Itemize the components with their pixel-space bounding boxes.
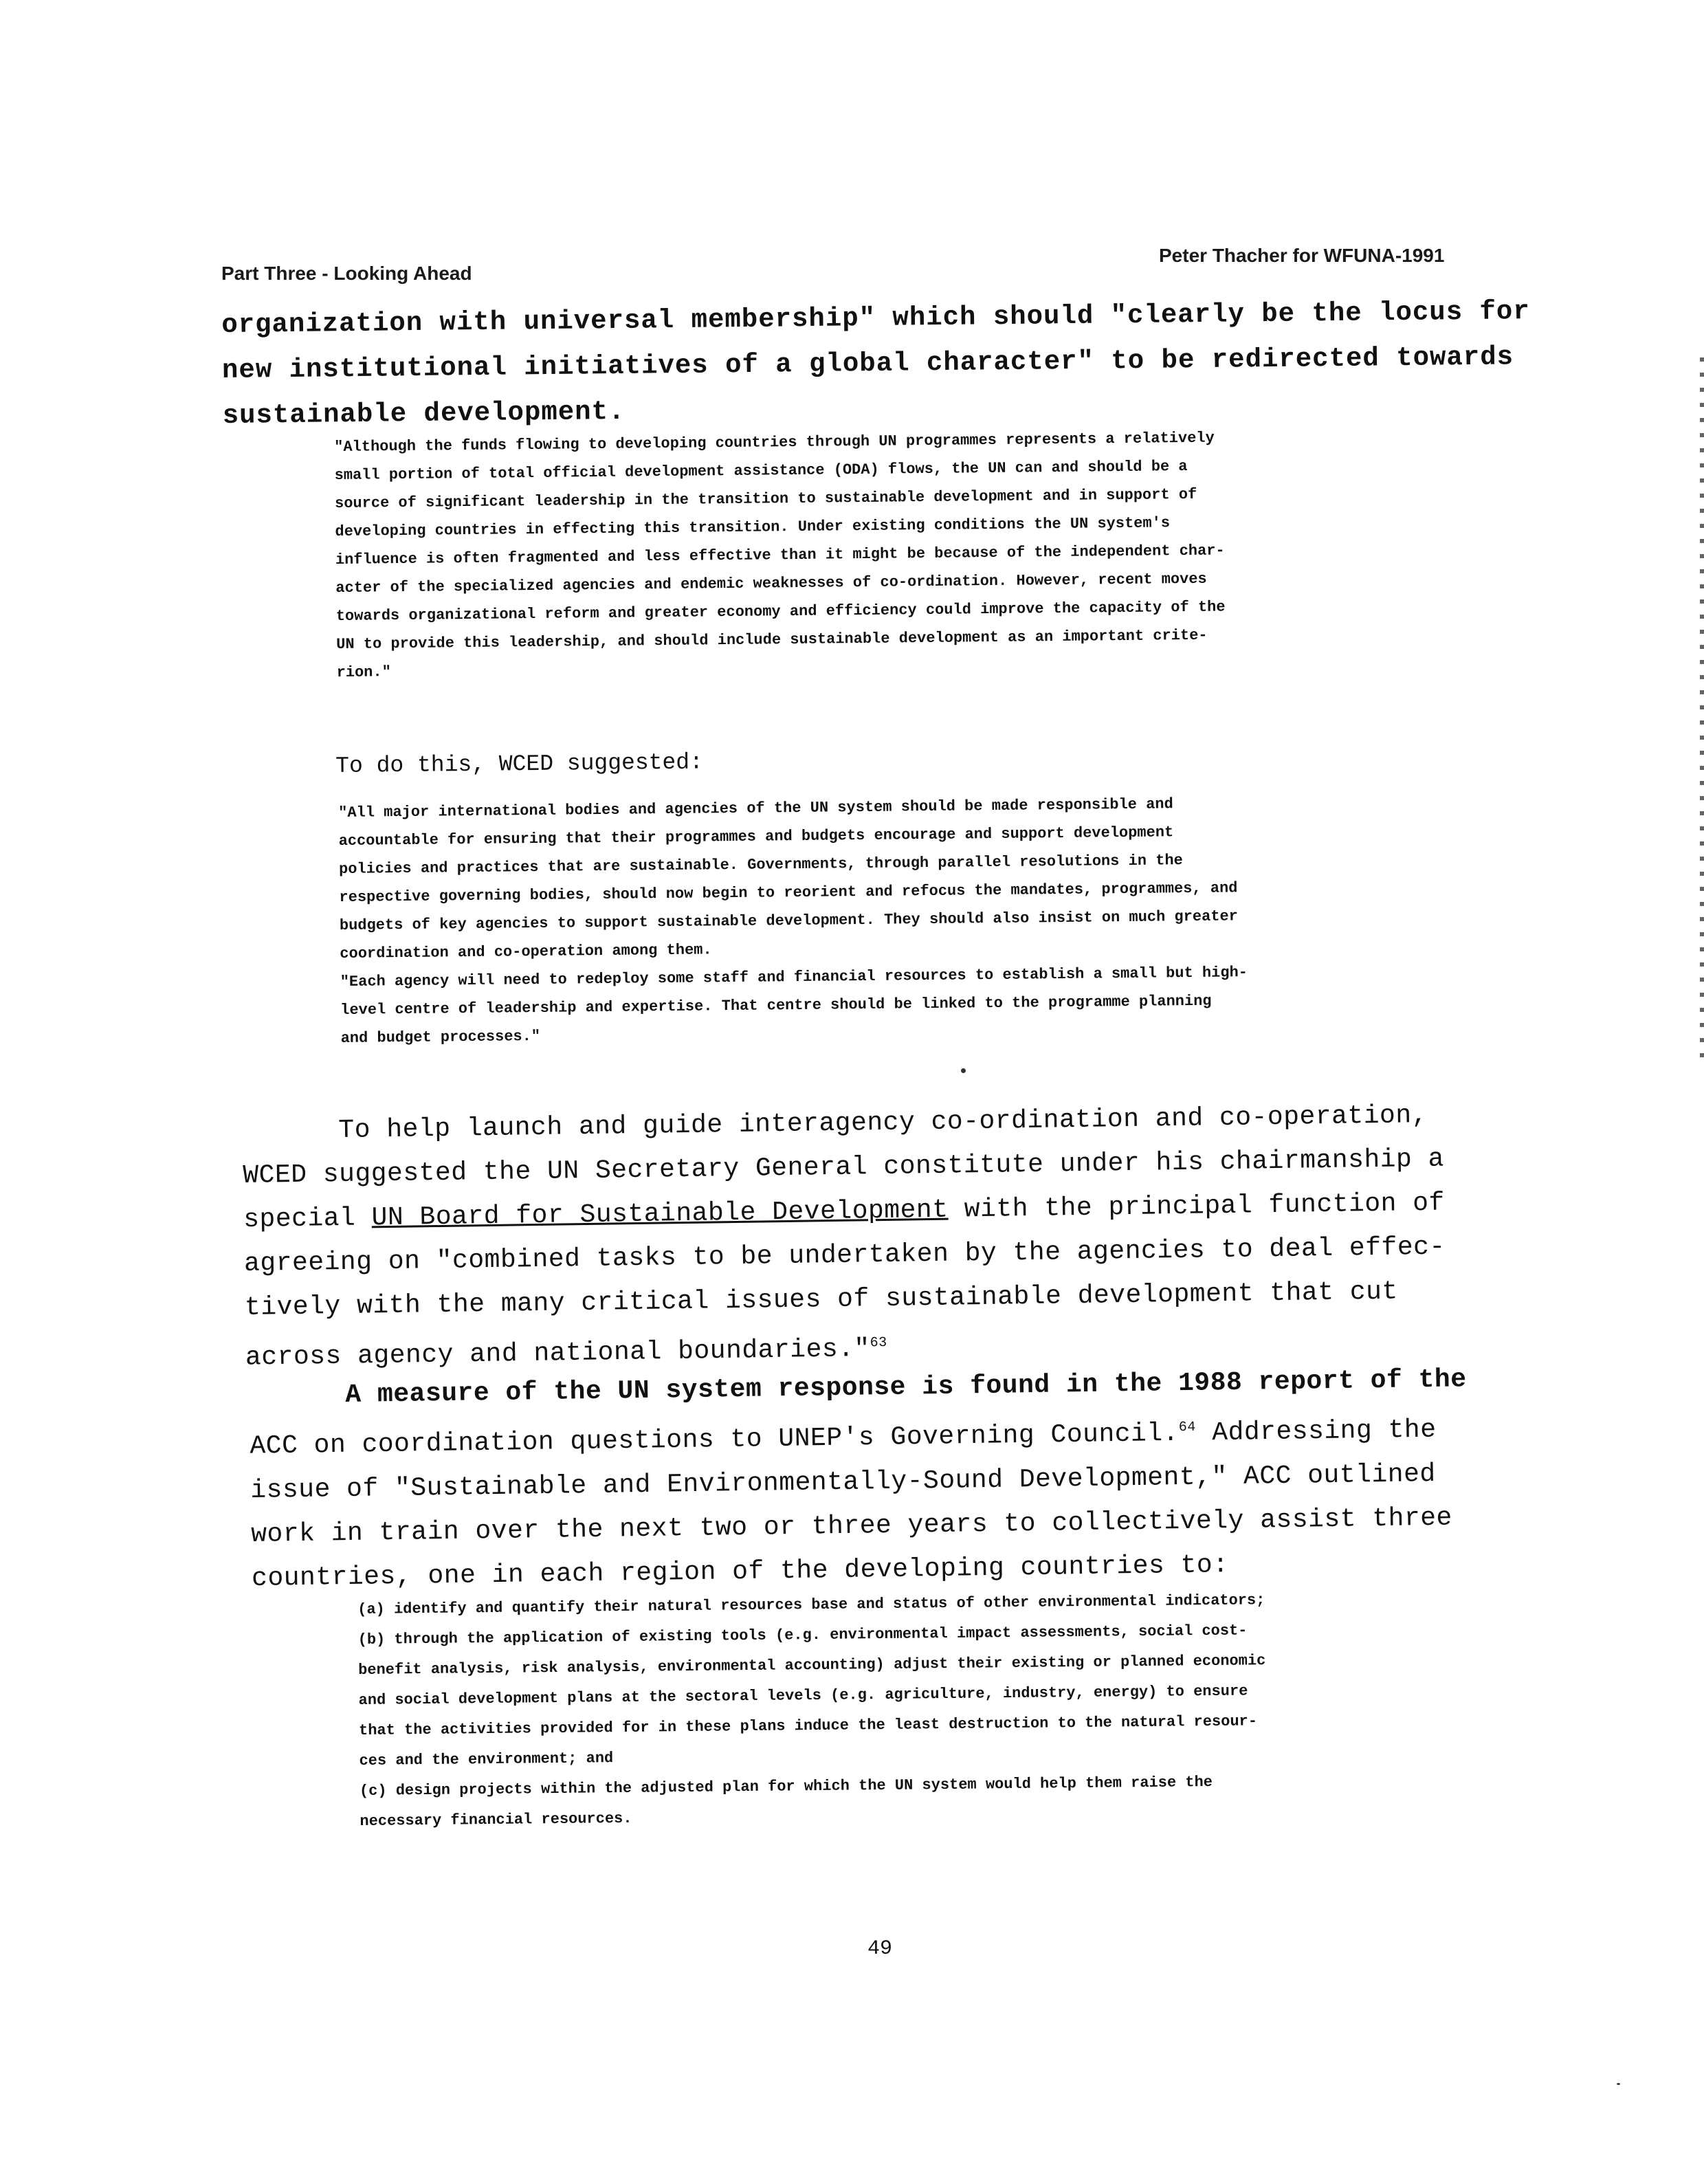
quote-line: "Each agency will need to redeploy some staff and financial resources to establish a small but high-	[340, 964, 1248, 991]
paragraph-line: countries, one in each region of the developing countries to:	[251, 1549, 1229, 1593]
quote-line: (c) design projects within the adjusted plan for which the UN system would help them raise the	[359, 1773, 1213, 1800]
quote-line: respective governing bodies, should now begin to reorient and refocus the mandates, programmes, and	[339, 879, 1238, 906]
intro-line: new institutional initiatives of a global character" to be redirected towards	[221, 342, 1514, 386]
page-number: 49	[867, 1937, 893, 1961]
quote-line: ces and the environment; and	[359, 1750, 614, 1769]
running-header-right: Peter Thacher for WFUNA-1991	[1159, 245, 1445, 266]
paragraph-line: tively with the many critical issues of sustainable development that cut	[244, 1277, 1399, 1323]
quote-line: and social development plans at the sectoral levels (e.g. agriculture, industry, energy) to ensure	[358, 1682, 1248, 1709]
quote-line: source of significant leadership in the transition to sustainable development and in support of	[334, 485, 1197, 512]
intro-paragraph	[221, 289, 1530, 439]
paragraph-text: ACC on coordination questions to UNEP's Governing Council.	[250, 1418, 1180, 1461]
quote-line: influence is often fragmented and less effective than it might be because of the independent char-	[335, 542, 1225, 569]
quote-line: "All major international bodies and agencies of the UN system should be made responsible and	[338, 795, 1173, 821]
scan-speck	[1617, 2083, 1620, 2085]
paragraph-board	[242, 1093, 1483, 1380]
underlined-term: UN Board for Sustainable Development	[371, 1195, 949, 1233]
quote-line: rion."	[336, 663, 391, 681]
running-header-left: Part Three - Looking Ahead	[221, 263, 472, 284]
paragraph-text: across agency and national boundaries."	[245, 1334, 871, 1373]
scan-speck	[961, 1068, 966, 1073]
quote-line: necessary financial resources.	[359, 1809, 632, 1830]
quote-line: acter of the specialized agencies and endemic weaknesses of co-ordination. However, recent moves	[335, 570, 1207, 597]
block-quote-wced	[338, 786, 1509, 1052]
quote-line: UN to provide this leadership, and should include sustainable development as an important crite-	[336, 626, 1208, 653]
footnote-ref: 63	[870, 1334, 887, 1352]
paragraph-text: Addressing the	[1195, 1415, 1437, 1448]
paragraph-line: agreeing on "combined tasks to be undertaken by the agencies to deal effec-	[243, 1232, 1446, 1279]
paragraph-acc	[249, 1358, 1489, 1601]
quote-line: towards organizational reform and greater economy and efficiency could improve the capacity of the	[335, 598, 1226, 625]
quote-line: (b) through the application of existing tools (e.g. environmental impact assessments, social cost-	[357, 1622, 1248, 1648]
quote-line: coordination and co-operation among them.	[340, 941, 712, 962]
quote-line: budgets of key agencies to support sustainable development. They should also insist on much greater	[339, 907, 1239, 934]
paragraph-text: special	[243, 1203, 372, 1235]
quote-line: accountable for ensuring that their programmes and budgets encourage and support development	[338, 824, 1174, 850]
section-subheading: To do this, WCED suggested:	[335, 749, 704, 779]
quote-line: that the activities provided for in these plans induce the least destruction to the natural resour-	[358, 1712, 1258, 1739]
block-quote-objectives	[357, 1582, 1515, 1837]
quote-line: benefit analysis, risk analysis, environmental accounting) adjust their existing or planned economic	[358, 1652, 1266, 1679]
paragraph-line: A measure of the UN system response is found in the 1988 report of the	[345, 1365, 1467, 1411]
intro-line: organization with universal membership" which should "clearly be the locus for	[221, 296, 1530, 340]
paragraph-line: To help launch and guide interagency co-ordination and co-operation,	[338, 1100, 1428, 1146]
quote-line: small portion of total official development assistance (ODA) flows, the UN can and should be a	[334, 458, 1188, 484]
paragraph-line: work in train over the next two or three years to collectively assist three	[250, 1503, 1453, 1549]
intro-line: sustainable development.	[222, 396, 626, 431]
block-quote-leadership	[334, 421, 1505, 687]
quote-line: developing countries in effecting this transition. Under existing conditions the UN system's	[335, 514, 1171, 540]
quote-line: "Although the funds flowing to developing countries through UN programmes represents a relatively	[334, 429, 1215, 456]
paragraph-line: WCED suggested the UN Secretary General constitute under his chairmanship a	[243, 1144, 1445, 1191]
paragraph-text: with the principal function of	[948, 1188, 1446, 1225]
footnote-ref: 64	[1178, 1419, 1197, 1436]
paragraph-line: issue of "Sustainable and Environmentally-Sound Development," ACC outlined	[250, 1459, 1436, 1505]
quote-line: policies and practices that are sustainable. Governments, through parallel resolutions in the	[338, 852, 1183, 878]
quote-line: and budget processes."	[340, 1027, 541, 1047]
scan-margin-marks	[1700, 357, 1704, 1059]
quote-line: level centre of leadership and expertise. That centre should be linked to the programme planning	[340, 992, 1212, 1019]
quote-line: (a) identify and quantify their natural resources base and status of other environmental indicators;	[357, 1591, 1265, 1618]
